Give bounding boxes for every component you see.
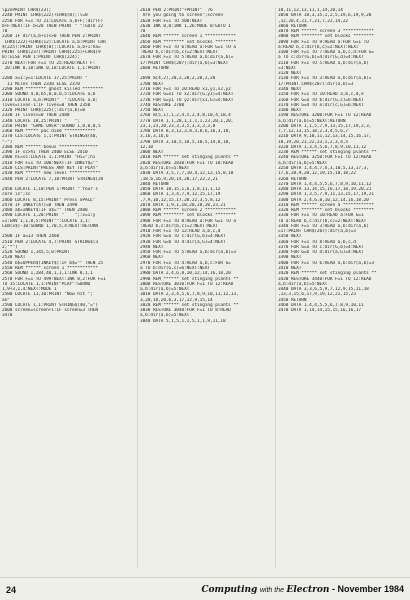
code-line: 3430 RESTORE 3440:FOR F=1 TO 12:READ <box>278 276 372 282</box>
code-line: 2960 NEXT <box>140 255 164 261</box>
code-line: 2310 LOCATE a,b:PRINT" ":LOCATE a,b: <box>2 97 98 103</box>
masthead-magazine: Electron <box>286 585 330 595</box>
code-line: 2850 DATA 10,15,1,6,1,8,11,1,12 <box>140 187 221 193</box>
code-line: =3:NEXT <box>278 65 297 71</box>
code-line: 2500 IF a=13 THEN 2460 <box>2 234 60 240</box>
code-line: an" <box>2 297 10 303</box>
code-line: $(225):PRINT CHR$(8);:LOCATE a,b+1:ha= <box>2 44 101 50</box>
code-line: 1,9+3,1,4:NEXT:MODE 1 <box>2 287 57 293</box>
code-line: 3270 DATA 1,4,4,5,5,6,7,8,9,10,11,12 <box>278 181 372 187</box>
code-line: 3300 DATA 2,4,6,8,10,12,14,16,18,20 <box>278 197 369 203</box>
code-line: a,b:dir(a,b)=5:NEXT <box>140 313 190 319</box>
code-line: 2380 REM ****** bonus *************** <box>2 144 98 150</box>
code-line: 2340 LOCATE 18,25:PRINT " "; <box>2 118 80 124</box>
code-line: 3150 FOR F=1 TO 10:READ a,b,c,d,e <box>278 92 364 98</box>
code-line: 3200 DATA 1,1,5,7,9,13,15,17,19,2,3, <box>278 123 372 129</box>
code-line: 2350 PRINT "GAME OVER":SOUND 1,0,0,0,5 <box>2 123 101 129</box>
code-line: 2690 m(4,2),20,2,20,2,20,2,20 <box>140 76 216 82</box>
code-line: PRINT CHR$(237):PRINT CHR$(225)+CHR$(9 <box>2 50 101 56</box>
code-line: 3210 DATA 9,10,11,12,13,14,15,16,17, <box>278 134 372 140</box>
code-line: 2940 NEXT <box>140 244 164 250</box>
code-line: 20:INK 0,18:INK 0,18:LOCATE 1,1:PRINT <box>2 65 101 71</box>
code-line: 3280 DATA 13,14,15,16,17,18,19,20,21 <box>278 187 372 193</box>
code-line: =1:ENV 1,1,0,5:PRINT"":LOCATE 1,1: <box>2 218 91 224</box>
code-line: a TO c:dir(G,b)=4:dir(G,d)=4:NEXT <box>278 55 364 61</box>
code-line: 3360 FOR F=1 TO 8:READ a,b,c,d <box>278 239 356 245</box>
code-line: 2650 REM ******** set blocks ******** <box>140 39 236 45</box>
code-line: 2880 REM ****** screen 2 ************ <box>140 208 236 214</box>
code-line: 3420 REM ****** set stinging plants ** <box>278 271 377 277</box>
code-line: 2900 FOR F=1 TO 8:READ a:FOR G=1 TO a <box>140 218 236 224</box>
code-line: 3250 DATA 1,4,4,7,4,3,10,5,13,17,3, <box>278 165 369 171</box>
code-line: a,b:dir(a,b)=5:NEXT <box>140 287 190 293</box>
code-line: 2550 REM ****** screen 1 ************ <box>2 266 98 272</box>
code-line: 2410 FOR F=1 TO 100:NEXT:IF INKEY$="" <box>2 160 98 166</box>
code-line: 2620 FOR F=1 TO 500:NEXT <box>140 18 203 24</box>
code-line: 3,16,3,16,6 <box>140 134 169 140</box>
code-line: 2560 SOUND 1,284,40,1,1,1:INK 8,1,1 <box>2 271 93 277</box>
code-line: 3060 RETURN <box>278 23 307 29</box>
masthead-with-the: with the <box>259 587 284 594</box>
code-line: "-") <box>2 139 13 145</box>
code-line: 18,19,20,21,22,23,1,2,3,4,5 <box>278 139 349 145</box>
code-line: 3030 RESTORE 3040:FOR F=1 TO 8:READ <box>140 308 231 314</box>
code-line: 2920 FOR G=a TO c:dir(G,b)=4:NEXT <box>140 234 226 240</box>
masthead-issue: - November 1984 <box>331 584 404 594</box>
code-line: =17:PRINT CHR$(207):dir(a,b)=3 <box>278 229 356 235</box>
code-line: 2810 REM ****** set stinging plants ** <box>140 155 239 161</box>
code-line: ,18,6,16,9,20,14,20,17,22,2,21 <box>140 176 218 182</box>
code-line: 3130 FOR F=1 TO 3:READ a,b:dir(a,b)= <box>278 76 372 82</box>
code-line: 3470 DATA 1,14,14,15,15,16,16,17 <box>278 308 361 314</box>
code-line: 2260 IF dir(a,b+1)<>0 THEN PEN 2:PRINT <box>2 34 101 40</box>
code-line: 2590 LOCATE 1,1:PRINT STRING$(40,"=") <box>2 302 98 308</box>
code-line: 3020 REM ****** set stinging plants ** <box>140 302 239 308</box>
code-line: 2460 LOCATE 8,15:PRINT" Press SPACE" <box>2 197 96 203</box>
code-line: TO 15:LOCATE 1,1:PRINT"PLAY":SOUND <box>2 281 91 287</box>
code-line: 2520 SOUND 1,145,5,0:PRINT <box>2 250 70 256</box>
code-line: a,b:dir(a,b)=5:NEXT:RETURN <box>278 118 346 124</box>
code-line: ,13,3,15,6,17,9,19,12,21,15,23 <box>278 292 356 298</box>
code-line: 2280 x=1:y=1:LOCATE 17,25:PRINT " <box>2 76 88 82</box>
code-line: 2400 hi=sc:LOCATE 1,1:PRINT "Hi=";hi <box>2 155 96 161</box>
code-line: 2360 REM ***** pac died ************ <box>2 129 96 135</box>
code-line: 2740 RESTORE 2780 <box>140 102 185 108</box>
code-line: 3140 NEXT <box>278 86 302 92</box>
code-line: 2450 LOCATE 1,10:PEN 1:PRINT " Your s <box>2 187 98 193</box>
code-line: 11 Miles THEN 2330 ELSE 2370 <box>2 81 80 87</box>
code-line: 3470 <box>2 313 13 319</box>
code-line: 3310 REM ****** screen 4 ************ <box>278 202 374 208</box>
code-line: 3080 REM ******** set blocks ******** <box>278 34 374 40</box>
listing-column-3 <box>278 8 407 568</box>
code-line: 3450 RETURN <box>278 297 307 303</box>
listing-column-2 <box>140 8 272 568</box>
code-line: ,7,9,10,12,15,17,20,22,3,5,8,12 <box>140 197 221 203</box>
code-line: 2800 NEXT <box>140 150 164 156</box>
code-line: 2750 NEXT <box>140 108 164 114</box>
code-line: 2860 DATA 1,3,4,7,9,12,15,17,19 <box>140 192 221 198</box>
code-line: \p2xPRINT CHR$(23); <box>2 8 52 13</box>
code-line: a TO b:dir(G,c)=6:NEXT:NEXT <box>140 266 211 272</box>
code-line: 2430 REM ****** new level ************ <box>2 171 101 177</box>
code-line: 2270 NEXT:FOR F=1 TO 25:READ:NEXT F: <box>2 60 96 66</box>
code-line: a,b:dir(a,b)=5:NEXT <box>278 281 328 287</box>
code-line: 2870 DATA 1,9,1,18,20,28,20,23,21 <box>140 202 226 208</box>
code-line: 2240 PRINT CHR$(222)+CHR$(8);:l=0 <box>2 13 88 19</box>
code-line: 2610 PEN 2:PRINT"+PRINT" 76 <box>140 8 213 13</box>
code-line: 3180 NEXT <box>278 108 302 114</box>
page-footer <box>0 577 410 600</box>
code-line: 2330 IF lives<=0 THEN 2480 <box>2 113 70 119</box>
code-line: b+F:NEXT:IF b<20 THEN PRINT " ":GOTO 22 <box>2 23 104 29</box>
code-line: 2820 RESTORE 2830:FOR F=1 TO 10:READ <box>140 160 234 166</box>
code-line: 0):ELSE PEN 1:PRINT CHR$(224); <box>2 55 80 61</box>
code-line: 2420 CLS:PRINT"PRESS ANY KEY TO PLAY" <box>2 165 98 171</box>
code-line: 2700 NEXT <box>140 81 164 87</box>
code-line: 3070 REM ****** screen 3 ************ <box>278 29 374 35</box>
code-line: 3410 NEXT <box>278 266 302 272</box>
code-line: CHR$(222)+CHR$(12):LOCATE a,b:PRINT CHR <box>2 39 106 45</box>
code-line: 3350 NEXT <box>278 234 302 240</box>
code-line: 3190 RESTORE 3200:FOR F=1 TO 12:READ <box>278 113 372 119</box>
code-line: 3160 FOR G=a TO b:dir(G,c)=6:NEXT <box>278 97 364 103</box>
code-line: 3260 RETURN <box>278 176 307 182</box>
code-line: a:READ b,c:dir(b,c)=2:NEXT:NEXT <box>278 44 359 50</box>
code-line: 2300 SOUND 4,0,65,0,0,0,5:LOCATE a,b <box>2 92 96 98</box>
code-line: 2490 LOCATE 1,20:PRINT " ";:x=1:y <box>2 213 96 219</box>
code-line: :READ b,c:dir(b,c)=2:NEXT:NEXT <box>140 223 218 229</box>
code-line: 2950 FOR F=1 TO 5:READ a,b:dir(a,b)=3 <box>140 250 236 256</box>
code-line: 2540 b$=UPPER$(INKEY$):IF b$="" THEN 25 <box>2 260 104 266</box>
code-line: 3400 FOR F=1 TO 6:READ a,b:dir(a,b)=3 <box>278 260 374 266</box>
code-line: 2980 DATA 2,4,6,8,10,12,14,16,18,20 <box>140 271 231 277</box>
code-line: 2,"*") <box>2 244 18 250</box>
column-divider <box>137 8 138 568</box>
magazine-masthead <box>201 584 404 595</box>
code-line: 3240 RESTORE 3250:FOR F=1 TO 12:READ <box>278 155 372 161</box>
listing-column-1 <box>2 8 134 568</box>
code-line: 17:PRINT CHR$(207):dir(a,b)=3 <box>278 81 354 87</box>
code-line: 3460 DATA 1,4,4,5,5,6,7,8,9,10,11 <box>278 302 364 308</box>
code-line: 2370 CLS:LOCATE 1,1:PRINT STRING$(40, <box>2 134 98 140</box>
code-line: 3090 FOR F=1 TO 9:READ a:FOR G=1 TO <box>278 39 369 45</box>
code-line: 3,20,18,20,6,3,17,12,9,15,14 <box>140 297 213 303</box>
code-line: 3120 NEXT <box>278 71 302 77</box>
code-line: 2600 screen=screen+1:IF screen=3 THEN <box>2 308 98 314</box>
code-line: 2990 REM ****** set stinging plants ** <box>140 276 239 282</box>
code-line: 2390 IF sc>hi THEN 2400 ELSE 2410 <box>2 150 88 156</box>
code-line: 3100 FOR F=1 TO 7:READ a,b,c,d:FOR G= <box>278 50 374 56</box>
code-line: 3390 NEXT <box>278 255 302 261</box>
code-line: 2470 IF INKEY(47)=0 THEN 2490 <box>2 202 78 208</box>
code-line: 70 <box>140 29 146 35</box>
code-line: 10,11,12,13,11,1,14,20,14 <box>278 8 343 13</box>
code-line: 3000 RESTORE 3010:FOR F=1 TO 12:READ <box>140 281 234 287</box>
code-line: lives=lives-1:IF lives=0 THEN 2350 <box>2 102 91 108</box>
code-line: 2780 DATA 8,3,12,3,8,3,8,6,16,3,18, <box>140 129 231 135</box>
code-line: 2910 FOR F=1 TO 12:READ a,b,c,d <box>140 229 221 235</box>
code-line: 3110 FOR F=1 TO 5:READ a,b:dir(a,b) <box>278 60 369 66</box>
code-line: 3370 FOR G=a TO c:dir(G,b)=4:NEXT <box>278 244 364 250</box>
code-line: 3220 DATA 1,3,4,5,6,7,8,9,10,11,12 <box>278 144 367 150</box>
code-line: 3320 REM ******** set blocks ******** <box>278 208 374 214</box>
code-line: 2440 PEN 2:LOCATE 7,10:PRINT STRING$(20 <box>2 176 104 182</box>
code-line: 2630 INK 0,0:INK 1,26:MODE 0:GOTO 1 <box>140 23 231 29</box>
code-line: 2570 FOR F=1 TO 499:NEXT:INK 8,2:FOR F=1 <box>2 276 106 282</box>
masthead-brand: Computing <box>201 585 258 595</box>
code-line: 2580 LOCATE 11,10:PRINT "Now hit "; <box>2 292 93 298</box>
code-line: 2480 a$=INKEY$:IF a$="" THEN 2480 <box>2 208 88 214</box>
code-line: 2660 FOR F=1 TO 6:READ a:FOR G=1 TO a <box>140 44 236 50</box>
code-line: 3340 FOR F=1 TO 3:READ a,b:dir(a,b) <box>278 223 369 229</box>
code-line: 3010 DATA 2,3,4,5,6,7,8,9,10,11,12,13, <box>140 292 239 298</box>
code-line: 2770 DATA 1,1,20,1,1,1,1,23,20,1,20, <box>140 118 234 124</box>
code-line: 2640 REM ****** screen 1 ************ <box>140 34 236 40</box>
page-number: 24 <box>6 585 17 595</box>
code-line: TO a:READ b,c:dir(b,c)=2:NEXT:NEXT <box>278 218 367 224</box>
code-line: 2510 PEN 2:LOCATE 4,7:PRINT STRING$(3 <box>2 239 98 245</box>
code-line: ,12,20,4,21,7,21,7,22,14,22 <box>278 18 349 24</box>
code-line: LEN(x$)-10:SOUND 1,70,5,4:NEXT:RETURN <box>2 223 98 229</box>
code-line: a,b:dir(a,b)=5:NEXT <box>278 160 328 166</box>
code-line: 2970 FOR F=1 TO 4:READ a,b,c:FOR G= <box>140 260 231 266</box>
code-line: 3380 FOR G=b TO d:dir(a,G)=4:NEXT <box>278 250 364 256</box>
code-line: 2730 FOR G=y1 TO y2:dir(x1,G)=4:NEXT <box>140 97 234 103</box>
code-line: 2530 NEXT <box>2 255 26 261</box>
code-line: 2890 REM ******** set blocks ******** <box>140 213 236 219</box>
code-line: 3230 REM ****** set stinging plants ** <box>278 150 377 156</box>
code-line: 3040 DATA 5,1,5,1,1,5,1,1,9,11,10 <box>140 318 226 324</box>
code-line: 2710 FOR F=1 TO 10:READ x1,y1,x2,y2 <box>140 86 231 92</box>
code-line: 2670 FOR F=1 TO 5:READ a,b:dir(a,b)= <box>140 55 234 61</box>
code-line: 2830 DATA 3,5,7,7,10,4,12,12,15,8,18 <box>140 171 234 177</box>
code-line: 3170 FOR G=d TO e:dir(c,G)=6:NEXT <box>278 102 364 108</box>
code-line: 17,6,20,9,20,12,19,15,18,18,22 <box>278 171 356 177</box>
code-line: 2720 FOR G=x1 TO x2:dir(G,y1)=4:NEXT <box>140 92 234 98</box>
column-divider <box>275 8 276 568</box>
code-line: 2290 REM ******** ghost killed ******** <box>2 86 104 92</box>
code-line: 2790 DATA 3,10,5,10,5,10,5,14,8,10, <box>140 139 231 145</box>
code-line: 2250 FOR F=1 TO 21:LOCATE a,b+F;:dir(F) <box>2 18 104 24</box>
code-line: 3330 FOR F=1 TO 10:READ a:FOR G=1 <box>278 213 364 219</box>
code-line: 3440 DATA 3,3,6,5,9,7,12,9,15,11,18 <box>278 287 369 293</box>
code-line: core is";sc <box>2 192 31 198</box>
code-line: 2320 PRINT CHR$(225);:dir(a,b)=0 <box>2 108 85 114</box>
code-line: :READ b,c:dir(b,c)=2:NEXT:NEXT <box>140 50 218 56</box>
code-line: 2680 RETURN <box>140 65 169 71</box>
code-line: 3050 DATA 18,3,15,1,2,5,19,6,19,9,20 <box>278 13 372 19</box>
code-line: 70 <box>2 29 8 35</box>
code-line: 2760 m(5,1),1,2,4,5,2,4,8,10,4,18,4 <box>140 113 231 119</box>
code-line: 2840 RETURN <box>140 181 169 187</box>
code-line: 23,1,23,20,23,3,3,5,3,3,3,3,8 <box>140 123 216 129</box>
code-line: 12,10 <box>140 144 153 150</box>
code-line: 2930 FOR G=b TO d:dir(a,G)=4:NEXT <box>140 239 226 245</box>
code-line: 3290 DATA 1,3,5,7,9,11,13,15,17,19,21 <box>278 192 374 198</box>
code-line: 7,7,12,13,15,18,2,3,4,5,6,7 <box>278 129 349 135</box>
code-line: Are you going to screen";screen <box>140 13 223 19</box>
code-line: 17:PRINT CHR$(207):dir(a,b)=3:NEXT <box>140 60 229 66</box>
code-line: a,b:dir(a,b)=5:NEXT <box>140 165 190 171</box>
